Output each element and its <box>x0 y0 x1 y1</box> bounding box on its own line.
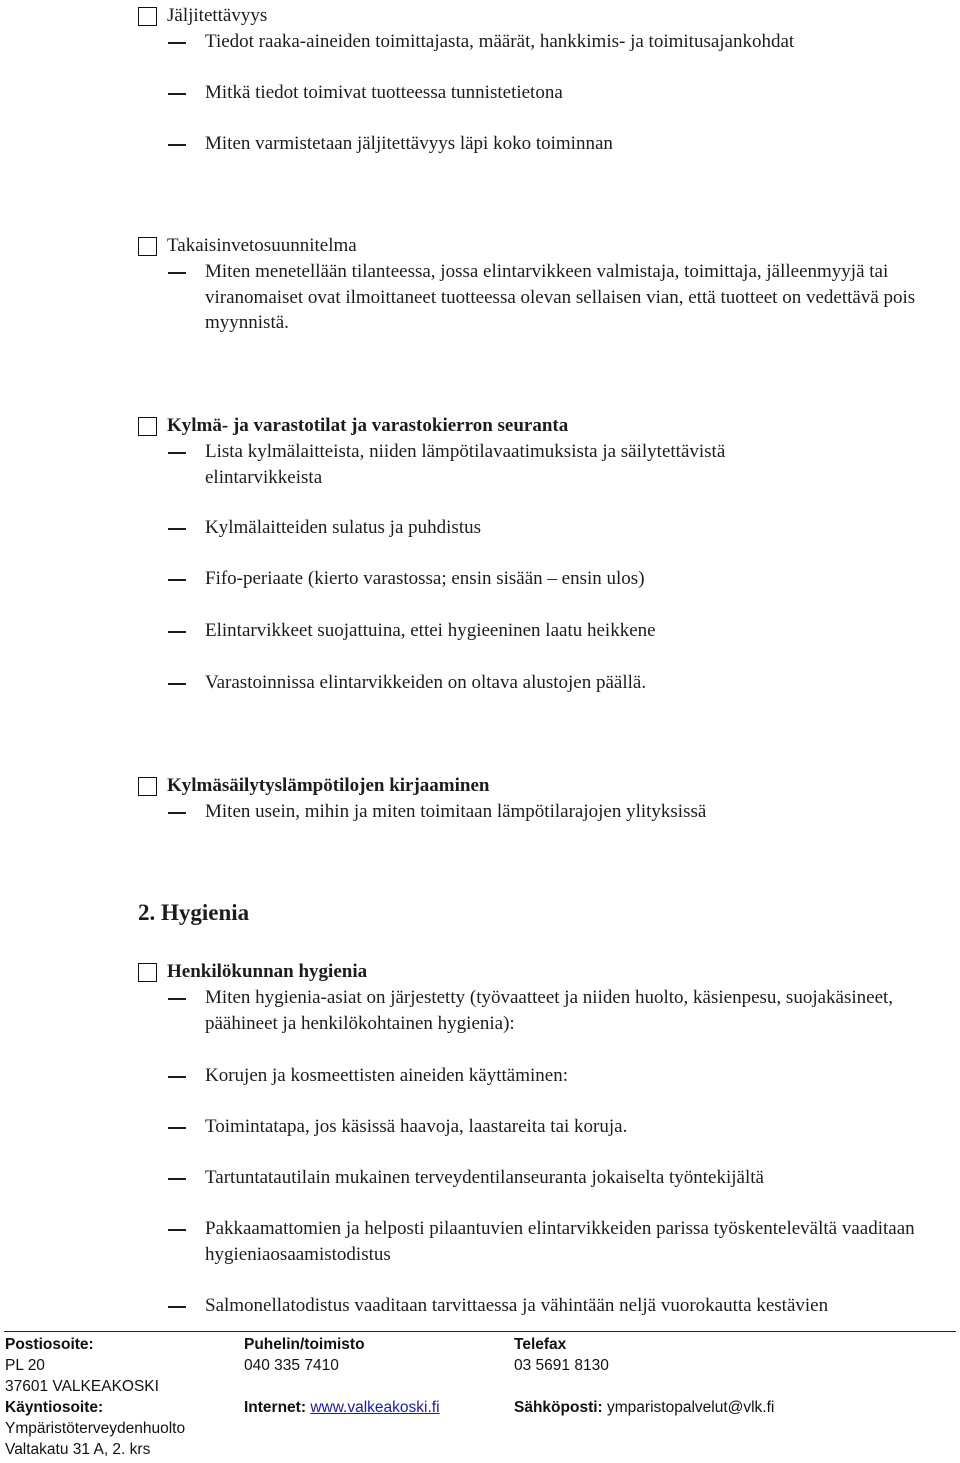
list-item-text: Salmonellatodistus vaaditaan tarvittaessa ja vähintään neljä vuorokautta kestävien <box>205 1295 829 1316</box>
section-title: Henkilökunnan hygienia <box>167 961 368 982</box>
postal-line-1: PL 20 <box>5 1357 45 1374</box>
fax-value: 03 5691 8130 <box>514 1357 609 1374</box>
list-item-text: Miten hygienia-asiat on järjestetty (työvaatteet ja niiden huolto, käsienpesu, suojakäsineet, päähineet ja henkilökohtainen hygienia): <box>205 987 894 1034</box>
checkbox[interactable] <box>138 777 157 796</box>
website-link[interactable]: www.valkeakoski.fi <box>310 1399 440 1416</box>
email-row <box>514 1399 774 1417</box>
section-header-traceability <box>138 3 267 29</box>
email-value[interactable]: ymparistopalvelut@vlk.fi <box>607 1399 775 1416</box>
checkbox[interactable] <box>138 963 157 982</box>
dash-bullet <box>168 42 186 44</box>
list-item-text: Tiedot raaka-aineiden toimittajasta, määrät, hankkimis- ja toimitusajankohdat <box>205 31 795 52</box>
visit-line-2: Valtakatu 31 A, 2. krs <box>5 1441 151 1458</box>
dash-bullet <box>168 272 186 274</box>
internet-label: Internet: <box>244 1399 306 1416</box>
list-item-text: Miten menetellään tilanteessa, jossa elintarvikkeen valmistaja, toimittaja, jälleenmyyjä tai viranomaiset ovat ilmoittaneet tuotteessa olevan sellaisen vian, että tuotteet on vedettävä pois myynnistä. <box>205 261 916 333</box>
section-title: Jäljitettävyys <box>167 5 268 26</box>
list-item-text: Miten varmistetaan jäljitettävyys läpi koko toiminnan <box>205 133 613 154</box>
dash-bullet <box>168 631 186 633</box>
section-title: Takaisinvetosuunnitelma <box>167 235 357 256</box>
dash-bullet <box>168 1127 186 1129</box>
phone-label: Puhelin/toimisto <box>244 1336 365 1353</box>
postal-label: Postiosoite: <box>5 1336 94 1353</box>
section-header-staff-hygiene <box>138 959 367 985</box>
list-item-text: Mitkä tiedot toimivat tuotteessa tunnistetietona <box>205 82 563 103</box>
dash-bullet <box>168 93 186 95</box>
checkbox[interactable] <box>138 7 157 26</box>
chapter-heading: 2. Hygienia <box>138 900 250 925</box>
list-item-text: Kylmälaitteiden sulatus ja puhdistus <box>205 517 481 538</box>
section-title: Kylmäsäilytyslämpötilojen kirjaaminen <box>167 775 490 796</box>
section-header-cold-storage <box>138 413 568 439</box>
list-item-text: Fifo-periaate (kierto varastossa; ensin sisään – ensin ulos) <box>205 568 645 589</box>
visit-label: Käyntiosoite: <box>5 1399 104 1416</box>
section-title: Kylmä- ja varastotilat ja varastokierron seuranta <box>167 415 569 436</box>
list-item-text: Lista kylmälaitteista, niiden lämpötilavaatimuksista ja säilytettävistä elintarvikkeista <box>205 441 726 488</box>
list-item-text: Elintarvikkeet suojattuina, ettei hygieeninen laatu heikkene <box>205 620 656 641</box>
dash-bullet <box>168 528 186 530</box>
checkbox[interactable] <box>138 237 157 256</box>
dash-bullet <box>168 683 186 685</box>
footer-divider <box>4 1331 956 1332</box>
fax-label: Telefax <box>514 1336 567 1353</box>
dash-bullet <box>168 812 186 814</box>
dash-bullet <box>168 998 186 1000</box>
section-header-temperature-log <box>138 773 489 799</box>
list-item-text: Pakkaamattomien ja helposti pilaantuvien elintarvikkeiden parissa työskentelevältä vaaditaan hygieniaosaamistodistus <box>205 1218 915 1265</box>
phone-value: 040 335 7410 <box>244 1357 339 1374</box>
checkbox[interactable] <box>138 417 157 436</box>
list-item-text: Miten usein, mihin ja miten toimitaan lämpötilarajojen ylityksissä <box>205 801 707 822</box>
section-header-recall-plan <box>138 233 357 259</box>
visit-line-1: Ympäristöterveydenhuolto <box>5 1420 186 1437</box>
dash-bullet <box>168 144 186 146</box>
dash-bullet <box>168 1306 186 1308</box>
dash-bullet <box>168 1178 186 1180</box>
dash-bullet <box>168 452 186 454</box>
email-label: Sähköposti: <box>514 1399 603 1416</box>
dash-bullet <box>168 1229 186 1231</box>
internet-row <box>244 1399 440 1417</box>
list-item-text: Toimintatapa, jos käsissä haavoja, laastareita tai koruja. <box>205 1116 628 1137</box>
list-item-text: Varastoinnissa elintarvikkeiden on oltava alustojen päällä. <box>205 672 647 693</box>
dash-bullet <box>168 579 186 581</box>
list-item-text: Tartuntatautilain mukainen terveydentilanseuranta jokaiselta työntekijältä <box>205 1167 764 1188</box>
postal-line-2: 37601 VALKEAKOSKI <box>5 1378 159 1395</box>
list-item-text: Korujen ja kosmeettisten aineiden käyttäminen: <box>205 1065 569 1086</box>
dash-bullet <box>168 1076 186 1078</box>
